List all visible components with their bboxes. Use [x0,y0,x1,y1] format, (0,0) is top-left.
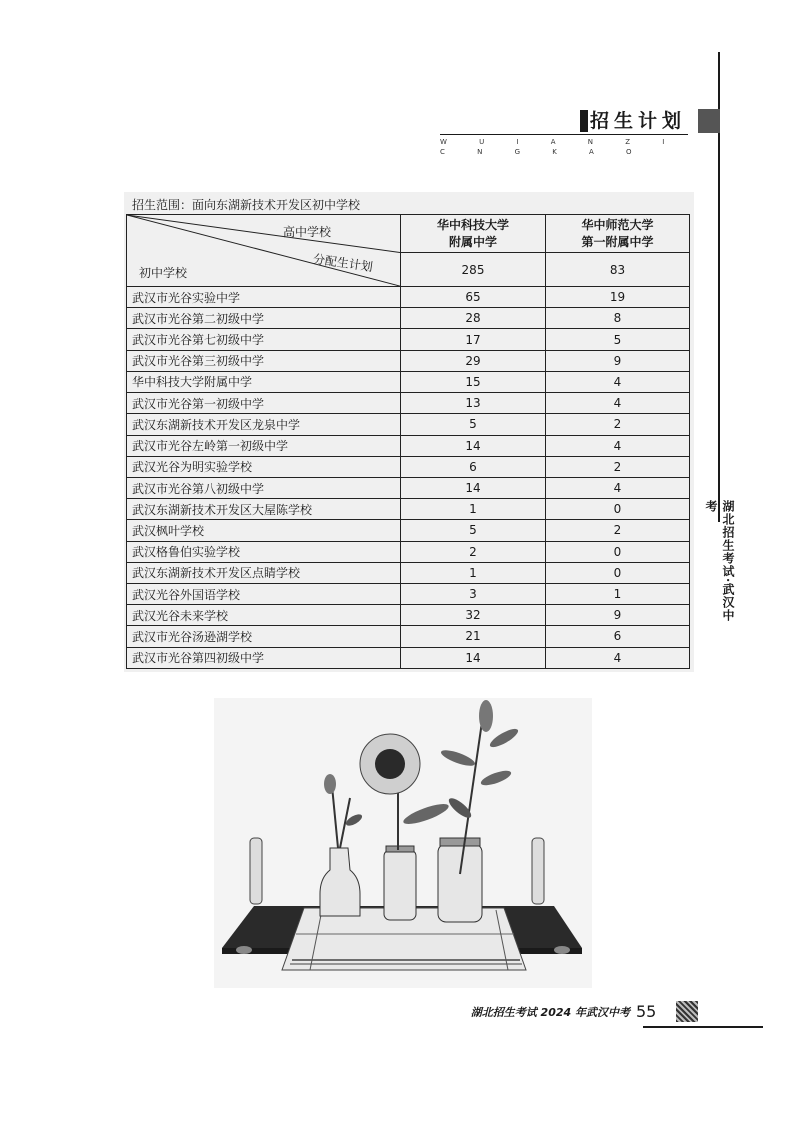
table-row [127,456,690,477]
school-name: 武汉东湖新技术开发区点睛学校 [127,562,401,583]
table-row [127,605,690,626]
table-row [127,499,690,520]
footer-rule [643,1026,763,1028]
quota-ccnu: 9 [546,350,690,371]
school-name: 武汉市光谷汤逊湖学校 [127,626,401,647]
quota-hust: 14 [401,435,546,456]
school-name: 武汉市光谷实验中学 [127,287,401,308]
table-row [127,583,690,604]
school-name: 武汉市光谷第一初级中学 [127,393,401,414]
quota-ccnu: 2 [546,520,690,541]
table-row [127,414,690,435]
column-header-line: 华中师范大学 [581,217,654,232]
quota-ccnu: 2 [546,414,690,435]
quota-hust: 5 [401,520,546,541]
school-name: 武汉格鲁伯实验学校 [127,541,401,562]
allocation-plan-table [126,214,690,669]
quota-hust: 1 [401,562,546,583]
quota-hust: 1 [401,499,546,520]
table-row [127,371,690,392]
table-row [127,647,690,668]
footer-publication: 湖北招生考试 2024 年武汉中考 [470,1006,630,1019]
school-name: 武汉东湖新技术开发区大屋陈学校 [127,499,401,520]
column-header-line: 第一附属中学 [581,234,654,249]
school-name: 武汉东湖新技术开发区龙泉中学 [127,414,401,435]
page-corner-block [676,1001,698,1022]
quota-hust: 65 [401,287,546,308]
table-row [127,308,690,329]
quota-hust: 14 [401,647,546,668]
quota-ccnu: 4 [546,435,690,456]
section-title: 招生计划 [590,110,687,132]
diagonal-header-cell [127,215,401,287]
side-running-title: 湖北招生考试·武汉中考 [704,500,735,623]
quota-hust: 21 [401,626,546,647]
quota-ccnu: 4 [546,477,690,498]
table-row [127,477,690,498]
flower-vases-illustration [214,698,592,988]
quota-hust: 13 [401,393,546,414]
school-name: 武汉市光谷左岭第一初级中学 [127,435,401,456]
school-name: 武汉市光谷第二初级中学 [127,308,401,329]
quota-hust: 15 [401,371,546,392]
table-row [127,520,690,541]
quota-ccnu: 4 [546,393,690,414]
column-header-line: 华中科技大学 [436,217,509,232]
school-name: 武汉枫叶学校 [127,520,401,541]
quota-ccnu: 9 [546,605,690,626]
school-name: 武汉市光谷第八初级中学 [127,477,401,498]
quota-ccnu: 2 [546,456,690,477]
quota-ccnu: 0 [546,562,690,583]
quota-hust: 29 [401,350,546,371]
table-row [127,287,690,308]
school-name: 武汉光谷未来学校 [127,605,401,626]
table-row [127,435,690,456]
quota-hust: 32 [401,605,546,626]
high-school-label: 高中学校 [283,225,332,239]
school-name: 武汉光谷外国语学校 [127,583,401,604]
header-marker-bar [580,110,588,132]
quota-hust: 17 [401,329,546,350]
column-header-hust [401,215,546,253]
quota-ccnu: 0 [546,499,690,520]
school-name: 武汉光谷为明实验学校 [127,456,401,477]
table-header-row [127,215,690,253]
quota-ccnu: 4 [546,647,690,668]
quota-ccnu: 0 [546,541,690,562]
quota-ccnu: 6 [546,626,690,647]
quota-hust: 28 [401,308,546,329]
school-name: 华中科技大学附属中学 [127,371,401,392]
quota-hust: 14 [401,477,546,498]
quota-hust: 2 [401,541,546,562]
table-body [127,215,690,669]
total-hust: 285 [401,253,546,287]
header-pinyin: W U I A N Z I C N G K A O [440,138,680,156]
table-row [127,393,690,414]
quota-hust: 3 [401,583,546,604]
quota-ccnu: 8 [546,308,690,329]
junior-school-label: 初中学校 [139,266,188,280]
page-number: 55 [636,1002,657,1021]
plan-label: 分配生计划 [312,251,374,275]
table-row [127,626,690,647]
quota-hust: 6 [401,456,546,477]
table-row [127,562,690,583]
total-ccnu: 83 [546,253,690,287]
school-name: 武汉市光谷第七初级中学 [127,329,401,350]
table-row [127,329,690,350]
column-header-line: 附属中学 [448,234,497,249]
quota-ccnu: 1 [546,583,690,604]
enrollment-scope: 招生范围：面向东湖新技术开发区初中学校 [132,198,361,212]
quota-hust: 5 [401,414,546,435]
school-name: 武汉市光谷第四初级中学 [127,647,401,668]
header-block [698,109,720,133]
quota-ccnu: 5 [546,329,690,350]
column-header-ccnu [546,215,690,253]
header-rule [440,134,688,135]
school-name: 武汉市光谷第三初级中学 [127,350,401,371]
table-row [127,541,690,562]
quota-ccnu: 19 [546,287,690,308]
quota-ccnu: 4 [546,371,690,392]
table-row [127,350,690,371]
